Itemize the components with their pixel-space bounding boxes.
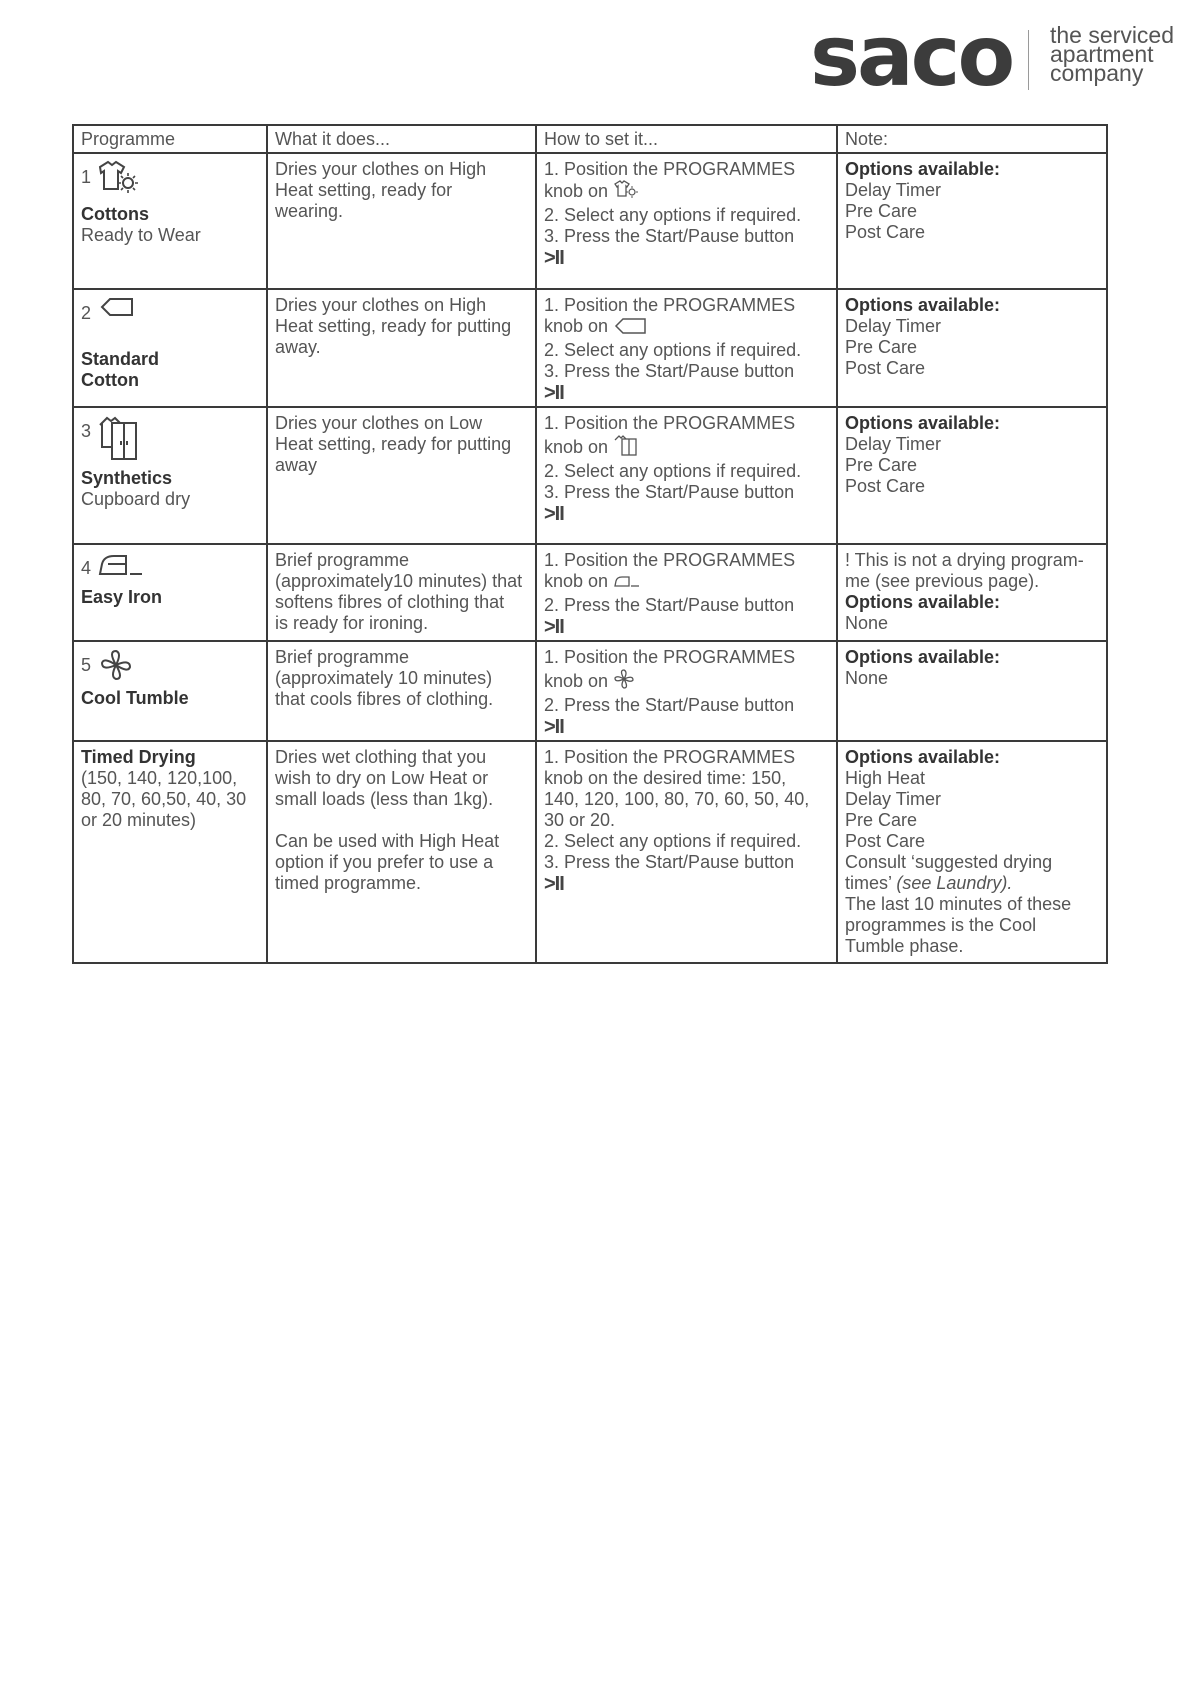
cool-tumble-fan-icon	[96, 647, 136, 688]
header-note: Note:	[837, 125, 1107, 153]
saco-logo	[810, 7, 1190, 105]
programme-cell: 4 Easy Iron	[73, 544, 267, 641]
header-what-it-does: What it does...	[267, 125, 536, 153]
synthetics-cupboard-icon	[613, 434, 639, 461]
table-row	[73, 641, 1107, 741]
logo-divider	[1028, 30, 1029, 90]
note-cell: Options available: Delay Timer Pre Care Post Care	[837, 153, 1107, 289]
what-it-does-cell: Dries wet clothing that you wish to dry on Low Heat or small loads (less than 1kg). Can be used with High Heat option if you prefer to use a timed programme.	[267, 741, 536, 963]
start-pause-icon: >II	[544, 716, 564, 738]
cottons-shirt-sun-icon	[96, 159, 148, 204]
table-header-row	[73, 125, 1107, 153]
how-to-set-cell: 1. Position the PROGRAMMES knob on the desired time: 150, 140, 120, 100, 80, 70, 60, 50, 40, 30 or 20. 2. Select any options if required. 3. Press the Start/Pause button >II	[536, 741, 837, 963]
what-it-does-cell: Dries your clothes on Low Heat setting, ready for putting away	[267, 407, 536, 544]
note-cell: Options available: Delay Timer Pre Care Post Care	[837, 289, 1107, 407]
programme-cell: 1 Cottons Ready to Wear	[73, 153, 267, 289]
programme-cell: 2 Standard Cotton	[73, 289, 267, 407]
table-row	[73, 407, 1107, 544]
programme-cell: 5 Cool Tumble	[73, 641, 267, 741]
header-how-to-set: How to set it...	[536, 125, 837, 153]
start-pause-icon: >II	[544, 873, 564, 895]
what-it-does-cell: Brief programme (approximately 10 minutes) that cools fibres of clothing.	[267, 641, 536, 741]
note-cell: Options available: Delay Timer Pre Care Post Care	[837, 407, 1107, 544]
table-row	[73, 544, 1107, 641]
start-pause-icon: >II	[544, 503, 564, 525]
programme-table	[72, 124, 1108, 964]
programme-cell: 3 Synthetics Cupboard dry	[73, 407, 267, 544]
start-pause-icon: >II	[544, 382, 564, 404]
how-to-set-cell: 1. Position the PROGRAMMES knob on 2. Press the Start/Pause button >II	[536, 641, 837, 741]
table-row	[73, 289, 1107, 407]
note-cell: Options available: High Heat Delay Timer Pre Care Post Care Consult ‘suggested drying times’ (see Laundry). The last 10 minutes of these programmes is the Cool Tumble phase.	[837, 741, 1107, 963]
standard-cotton-tag-icon	[96, 295, 136, 328]
logo-tagline: the serviced apartment company	[1050, 22, 1175, 86]
cool-tumble-fan-icon	[613, 668, 635, 695]
table-row	[73, 741, 1107, 963]
programme-cell: Timed Drying (150, 140, 120,100, 80, 70, 60,50, 40, 30 or 20 minutes)	[73, 741, 267, 963]
easy-iron-icon	[96, 550, 148, 587]
note-cell: Options available: None	[837, 641, 1107, 741]
start-pause-icon: >II	[544, 247, 564, 269]
start-pause-icon: >II	[544, 616, 564, 638]
what-it-does-cell: Dries your clothes on High Heat setting, ready for wearing.	[267, 153, 536, 289]
how-to-set-cell: 1. Position the PROGRAMMES knob on 2. Select any options if required. 3. Press the Start/Pause button >II	[536, 289, 837, 407]
cottons-shirt-sun-icon	[613, 180, 643, 205]
how-to-set-cell: 1. Position the PROGRAMMES knob on 2. Press the Start/Pause button >II	[536, 544, 837, 641]
header-programme: Programme	[73, 125, 267, 153]
synthetics-cupboard-icon	[96, 413, 142, 468]
what-it-does-cell: Dries your clothes on High Heat setting, ready for putting away.	[267, 289, 536, 407]
table-row	[73, 153, 1107, 289]
note-cell: ! This is not a drying program- me (see previous page). Options available: None	[837, 544, 1107, 641]
what-it-does-cell: Brief programme (approximately10 minutes) that softens fibres of clothing that is ready for ironing.	[267, 544, 536, 641]
easy-iron-icon	[613, 574, 641, 595]
how-to-set-cell: 1. Position the PROGRAMMES knob on 2. Select any options if required. 3. Press the Start/Pause button >II	[536, 407, 837, 544]
how-to-set-cell: 1. Position the PROGRAMMES knob on 2. Select any options if required. 3. Press the Start/Pause button >II	[536, 153, 837, 289]
standard-cotton-tag-icon	[613, 317, 647, 340]
logo-wordmark: saco	[810, 7, 1013, 105]
